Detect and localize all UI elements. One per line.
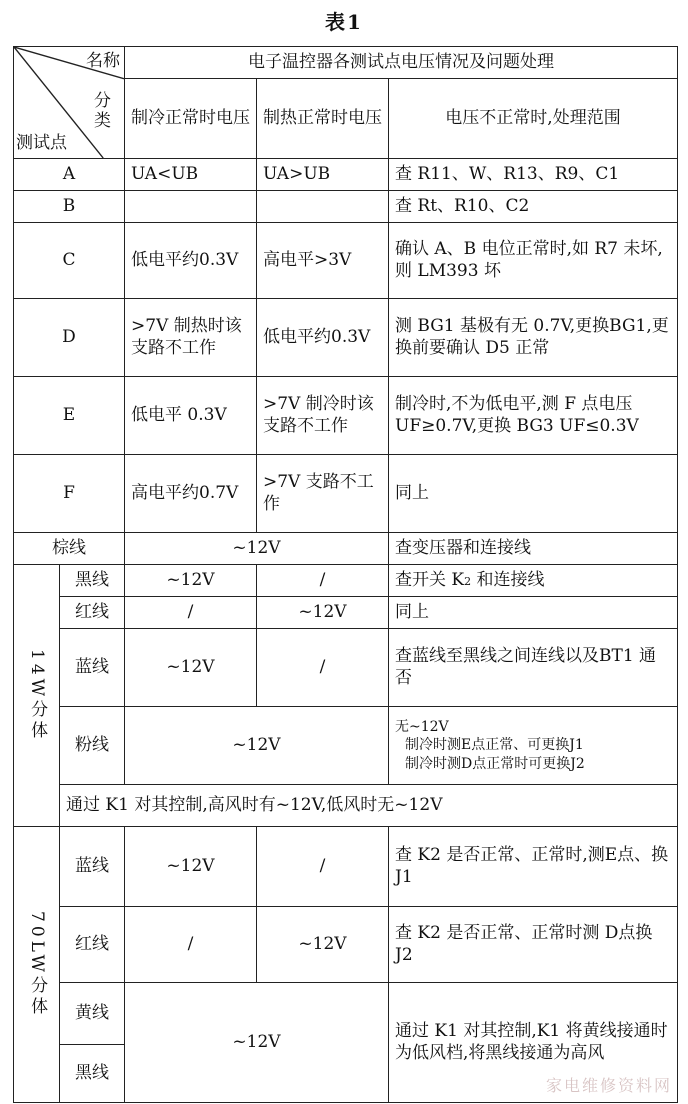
fix-text: 确认 A、B 电位正常时,如 R7 未坏,则 LM393 坏 [389,223,678,299]
row-label: 蓝线 [60,629,125,707]
cool-value: ~12V [125,565,257,597]
voltage-value: ~12V [125,707,389,785]
voltage-value: ~12V [125,983,389,1103]
cool-value: 高电平约0.7V [125,455,257,533]
heat-value: 高电平>3V [257,223,389,299]
heat-value: / [257,565,389,597]
cool-value: / [125,907,257,983]
fix-text: 制冷时,不为低电平,测 F 点电压 UF≥0.7V,更换 BG3 UF≤0.3V [389,377,678,455]
fix-text: 通过 K1 对其控制,K1 将黄线接通时为低风档,将黑线接通为高风 [389,983,678,1103]
row-label: C [14,223,125,299]
heat-value [257,191,389,223]
cool-value: 低电平 0.3V [125,377,257,455]
fix-text: 查变压器和连接线 [389,533,678,565]
fix-text: 查蓝线至黑线之间连线以及BT1 通否 [389,629,678,707]
row-label: 棕线 [14,533,125,565]
row-label: 蓝线 [60,827,125,907]
fix-text: 查 Rt、R10、C2 [389,191,678,223]
heat-value: >7V 支路不工作 [257,455,389,533]
row-label: 粉线 [60,707,125,785]
category-header: 分类 [94,91,111,132]
heat-value: ~12V [257,597,389,629]
table-title: 表1 [325,10,363,34]
cool-value: ~12V [125,827,257,907]
heat-col-header: 制热正常时电压 [257,79,389,159]
fix-text: 查 K2 是否正常、正常时,测E点、换 J1 [389,827,678,907]
row-label: 红线 [60,597,125,629]
cool-value: ~12V [125,629,257,707]
cool-value: >7V 制热时该支路不工作 [125,299,257,377]
heat-value: UA>UB [257,159,389,191]
fix-text: 查开关 K2 和连接线 [389,565,678,597]
row-label: E [14,377,125,455]
row-label: 黄线 [60,983,125,1045]
cool-col-header: 制冷正常时电压 [125,79,257,159]
cool-value: 低电平约0.3V [125,223,257,299]
heat-value: / [257,827,389,907]
cool-value [125,191,257,223]
diagonal-header-cell [14,47,125,159]
voltage-value: ~12V [125,533,389,565]
fix-text: 同上 [389,455,678,533]
note-text: 通过 K1 对其控制,高风时有~12V,低风时无~12V [60,785,678,827]
heat-value: >7V 制冷时该支路不工作 [257,377,389,455]
row-label: B [14,191,125,223]
heat-value: 低电平约0.3V [257,299,389,377]
group-70lw-label: 70LW分体 [14,827,60,1103]
fix-text: 查 R11、W、R13、R9、C1 [389,159,678,191]
testpoint-header: 测试点 [16,132,67,153]
group-14w-label: 14W分体 [14,565,60,827]
fix-col-header: 电压不正常时,处理范围 [389,79,678,159]
fix-text: 同上 [389,597,678,629]
name-header: 名称 [86,51,120,71]
voltage-table [13,46,678,1103]
row-label: 红线 [60,907,125,983]
row-label: F [14,455,125,533]
fix-line: 无~12V [395,719,449,736]
fix-text: 查 K2 是否正常、正常时测 D点换 J2 [389,907,678,983]
row-label: A [14,159,125,191]
watermark: 家电维修资料网 [545,1076,672,1095]
row-label: 黑线 [60,565,125,597]
row-label: D [14,299,125,377]
cool-value: / [125,597,257,629]
fix-line: 制冷时测D点正常时可更换J2 [405,755,585,772]
cool-value: UA<UB [125,159,257,191]
fix-text [389,707,678,785]
fix-text: 测 BG1 基极有无 0.7V,更换BG1,更换前要确认 D5 正常 [389,299,678,377]
heat-value: ~12V [257,907,389,983]
fix-line: 制冷时测E点正常、可更换J1 [405,737,584,754]
row-label: 黑线 [60,1045,125,1103]
main-header: 电子温控器各测试点电压情况及问题处理 [125,47,678,79]
heat-value: / [257,629,389,707]
